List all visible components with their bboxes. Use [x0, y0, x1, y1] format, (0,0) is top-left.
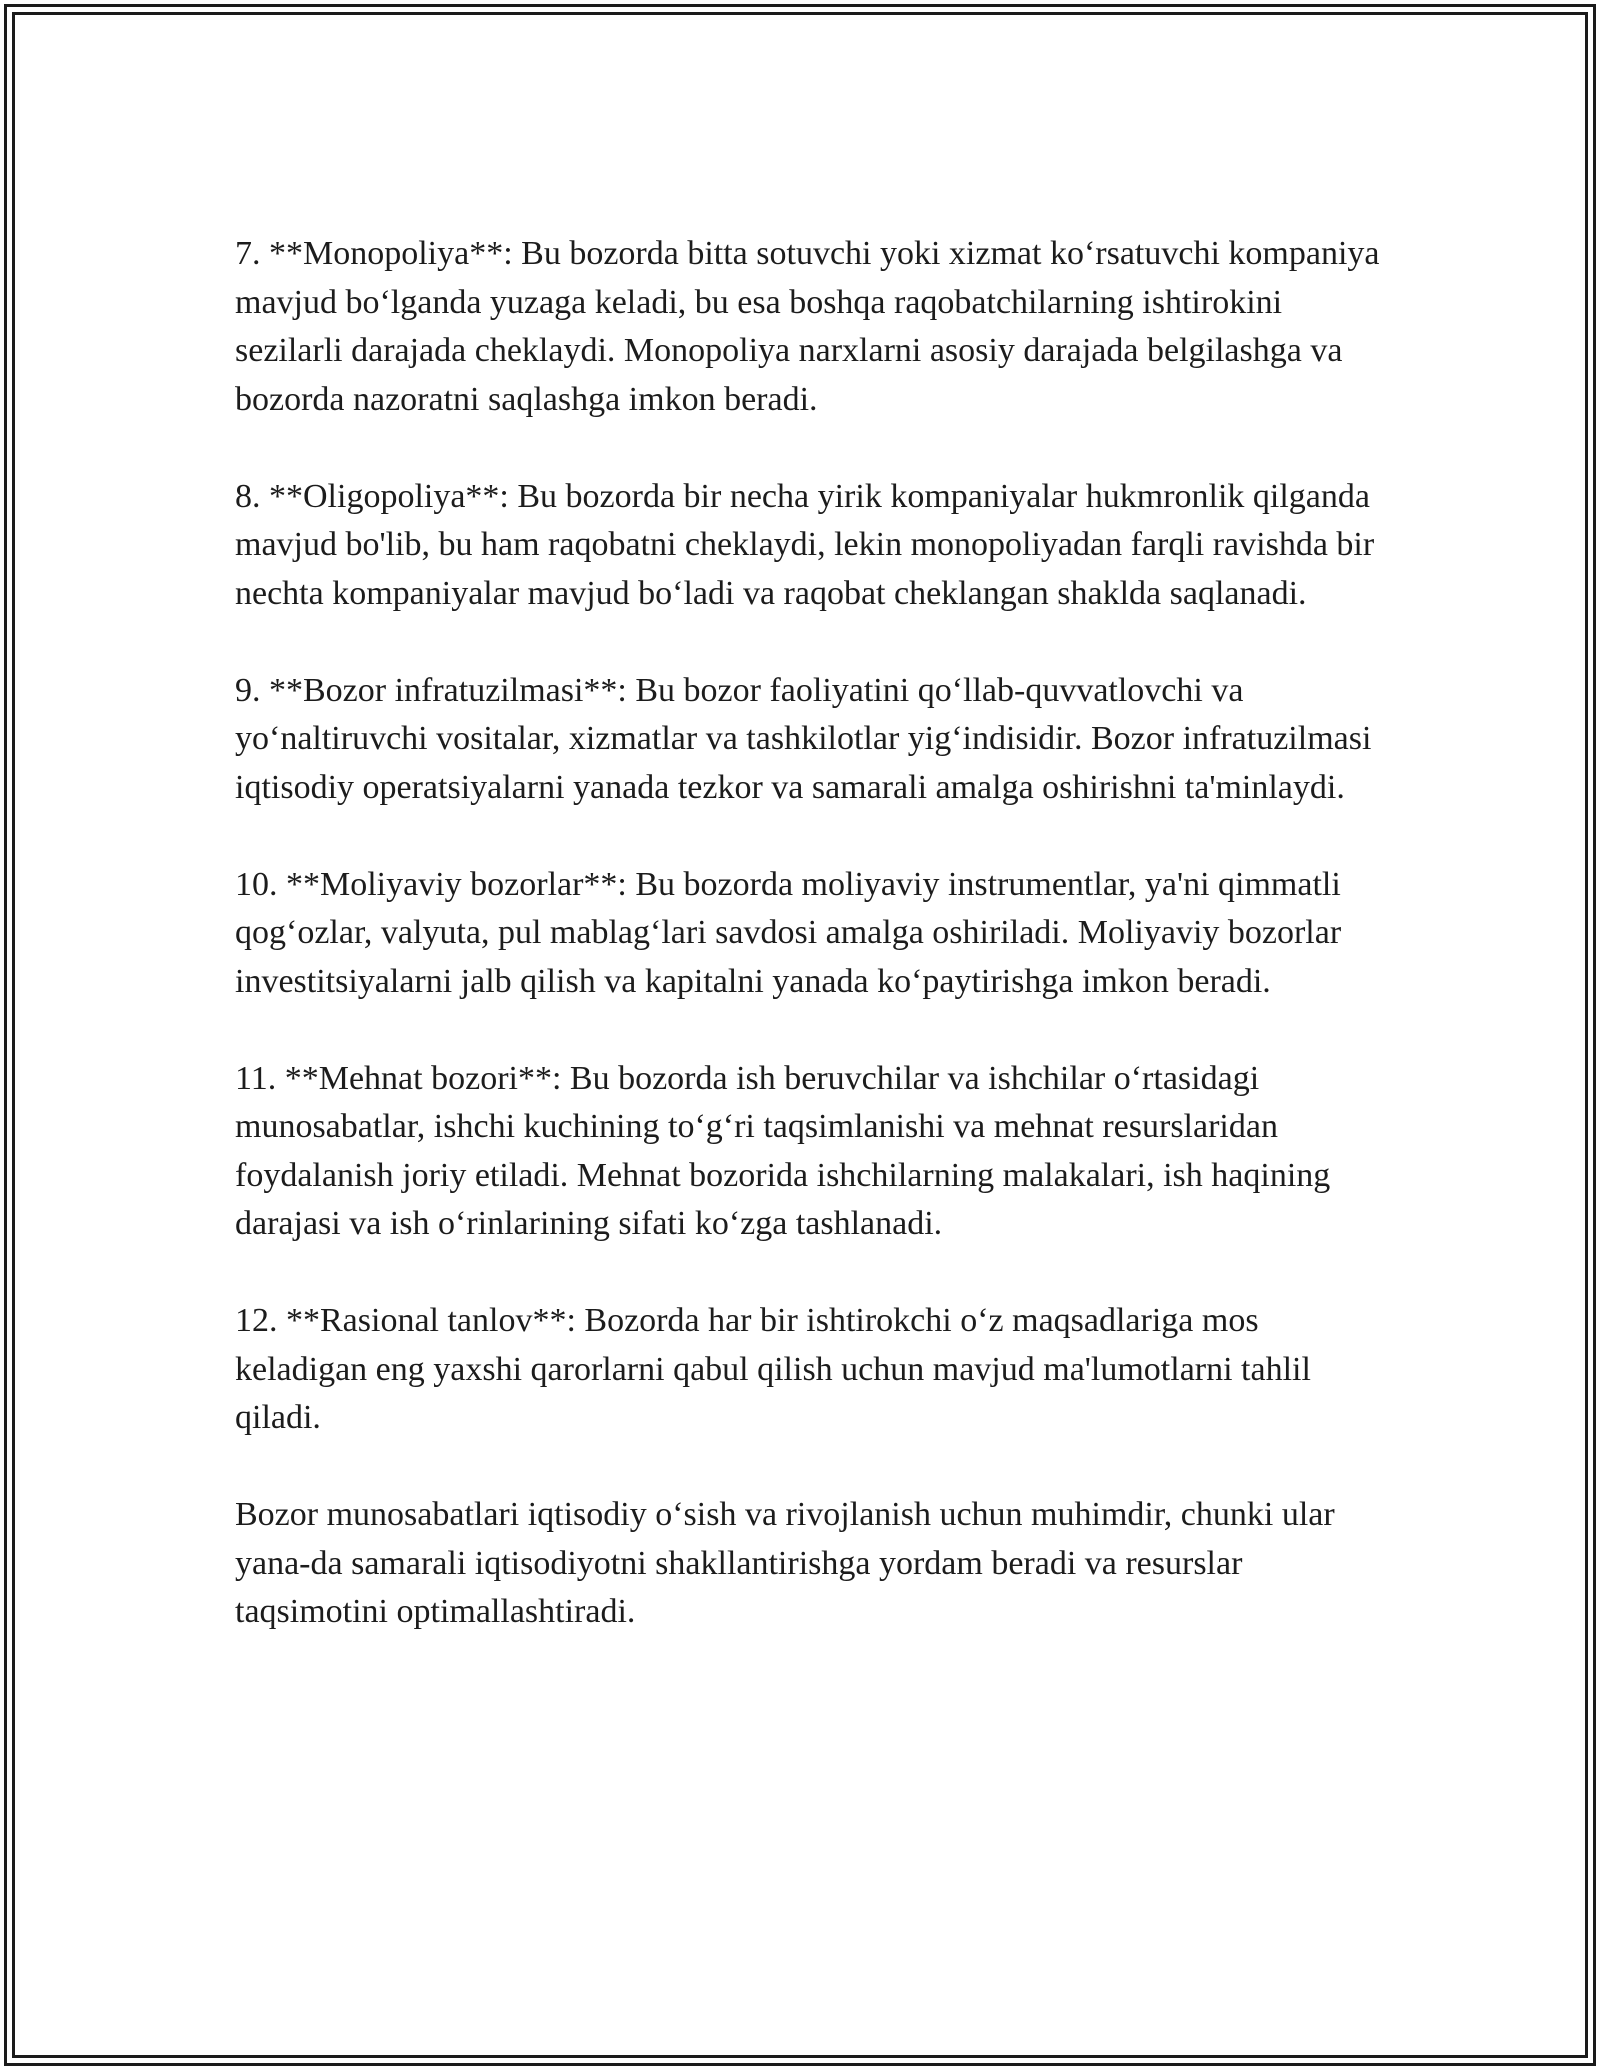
paragraph-mehnat-bozori: 11. **Mehnat bozori**: Bu bozorda ish beruvchilar va ishchilar o‘rtasidagi munosabatlar, ishchi kuchining to‘g‘ri taqsimlanishi va mehnat resurslaridan foydalanish joriy etiladi. Mehnat bozorida ishchilarning malakalari, ish haqining darajasi va ish o‘rinlarining sifati ko‘zga tashlanadi. [235, 1059, 1331, 1242]
paragraph-moliyaviy-bozorlar: 10. **Moliyaviy bozorlar**: Bu bozorda moliyaviy instrumentlar, ya'ni qimmatli qog‘ozlar, valyuta, pul mablag‘lari savdosi amalga oshiriladi. Moliyaviy bozorlar investitsiyalarni jalb qilish va kapitalni yanada ko‘paytirishga imkon beradi. [235, 865, 1342, 1000]
paragraph-oligopoliya: 8. **Oligopoliya**: Bu bozorda bir necha yirik kompaniyalar hukmronlik qilganda mavjud bo'lib, bu ham raqobatni cheklaydi, lekin monopoliyadan farqli ravishda bir nechta kompaniyalar mavjud bo‘ladi va raqobat cheklangan shaklda saqlanadi. [235, 477, 1375, 612]
paragraph-conclusion: Bozor munosabatlari iqtisodiy o‘sish va rivojlanish uchun muhimdir, chunki ular yana-da samarali iqtisodiyotni shakllantirishga yordam beradi va resurslar taqsimotini optimallashtiradi. [235, 1496, 1335, 1630]
paragraph-bozor-infratuzilmasi: 9. **Bozor infratuzilmasi**: Bu bozor faoliyatini qo‘llab-quvvatlovchi va yo‘naltiruvchi vositalar, xizmatlar va tashkilotlar yig‘indisidir. Bozor infratuzilmasi iqtisodiy operatsiyalarni yanada tezkor va samarali amalga oshirishni ta'minlaydi. [235, 671, 1372, 806]
document-body [235, 230, 1385, 1685]
paragraph-rasional-tanlov: 12. **Rasional tanlov**: Bozorda har bir ishtirokchi o‘z maqsadlariga mos keladigan eng yaxshi qarorlarni qabul qilish uchun mavjud ma'lumotlarni tahlil qiladi. [235, 1302, 1311, 1436]
paragraph-monopoliya: 7. **Monopoliya**: Bu bozorda bitta sotuvchi yoki xizmat ko‘rsatuvchi kompaniya mavjud bo‘lganda yuzaga keladi, bu esa boshqa raqobatchilarning ishtirokini sezilarli darajada cheklaydi. Monopoliya narxlarni asosiy darajada belgilashga va bozorda nazoratni saqlashga imkon beradi. [235, 235, 1380, 418]
